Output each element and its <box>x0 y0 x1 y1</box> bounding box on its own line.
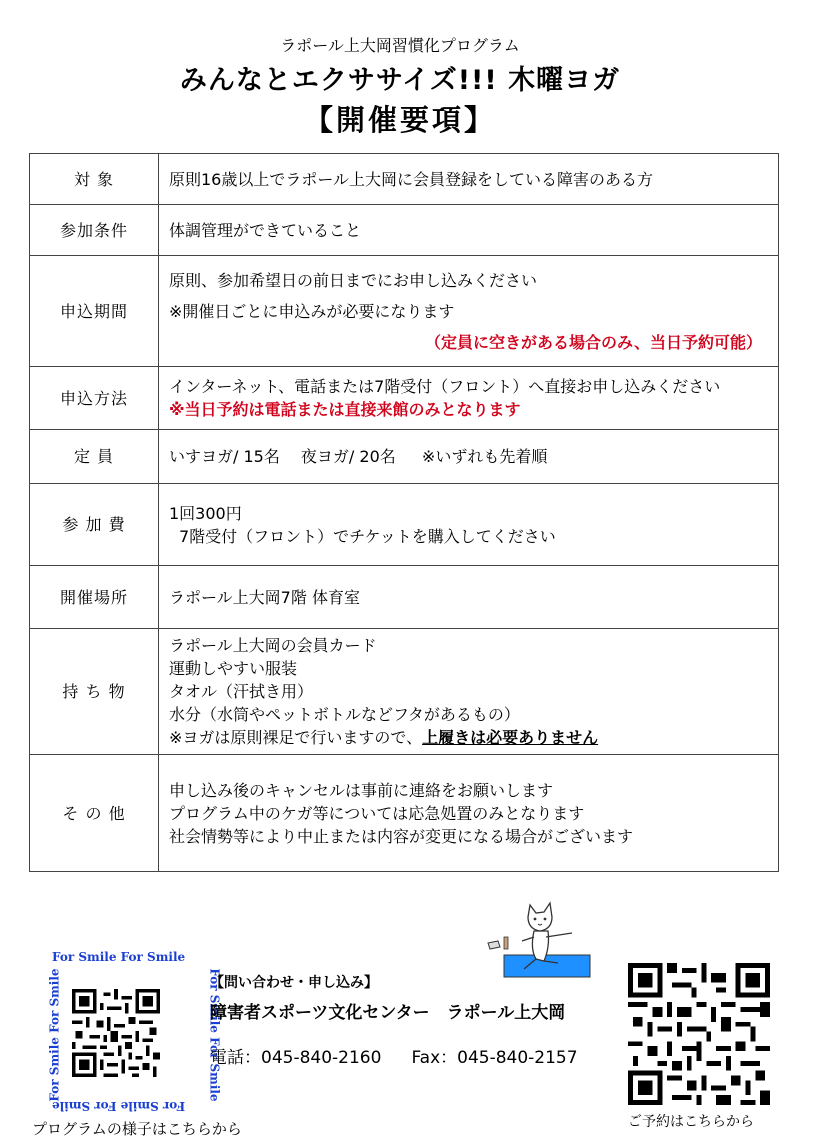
table-row <box>30 154 779 205</box>
table-row <box>30 566 779 629</box>
for-smile-text-top: For Smile For Smile <box>52 950 186 964</box>
row-label-fee: 参 加 費 <box>30 484 159 566</box>
method-line-2: ※当日予約は電話または直接来館のみとなります <box>169 400 521 419</box>
program-qr-caption: プログラムの様子はこちらから <box>32 1120 242 1138</box>
other-line-2: プログラム中のケガ等については応急処置のみとなります <box>169 803 585 823</box>
reservation-qr-caption: ご予約はこちらから <box>628 1114 754 1130</box>
contact-label: 【問い合わせ・申し込み】 <box>210 975 378 991</box>
items-line-3: タオル（汗拭き用） <box>169 682 314 701</box>
table-row <box>30 755 779 872</box>
row-label-period: 申込期間 <box>30 256 159 367</box>
other-line-3: 社会情勢等により中止または内容が変更になる場合がございます <box>169 826 634 846</box>
program-subtitle: ラポール上大岡習慣化プログラム <box>280 36 520 55</box>
table-row <box>30 205 779 256</box>
cat-yoga-mascot-icon <box>484 897 594 979</box>
row-value-method <box>159 367 779 430</box>
fax-number: Fax：045-840-2157 <box>411 1048 578 1068</box>
period-note: （定員に空きがある場合のみ、当日予約可能） <box>425 332 762 352</box>
row-label-method: 申込方法 <box>30 367 159 430</box>
row-label-items: 持 ち 物 <box>30 629 159 755</box>
row-label-capacity: 定 員 <box>30 430 159 484</box>
items-line-5-emphasis: 上履きは必要ありません <box>422 728 599 747</box>
program-qr-block <box>30 943 222 1113</box>
facility-name: 障害者スポーツ文化センター ラポール上大岡 <box>210 1003 566 1023</box>
method-line-1: インターネット、電話または7階受付（フロント）へ直接お申し込みください <box>169 377 721 396</box>
for-smile-text-right: For Smile For Smile <box>207 968 222 1102</box>
table-row <box>30 367 779 430</box>
row-label-target: 対 象 <box>30 154 159 205</box>
for-smile-text-bottom: For Smile For Smile <box>52 1099 186 1113</box>
row-label-conditions: 参加条件 <box>30 205 159 256</box>
row-value-conditions: 体調管理ができていること <box>159 205 779 256</box>
fee-line-2: 7階受付（フロント）でチケットを購入してください <box>179 526 556 546</box>
items-line-5 <box>169 726 768 749</box>
phone-number: 電話：045-840-2160 <box>210 1048 382 1068</box>
fee-line-1: 1回300円 <box>169 503 242 523</box>
reservation-qr-code-icon[interactable] <box>628 963 770 1105</box>
page-title: みんなとエクササイズ!!! 木曜ヨガ <box>179 65 621 96</box>
program-qr-code-icon[interactable] <box>72 989 160 1077</box>
row-value-items <box>159 629 779 755</box>
period-line-2: ※開催日ごとに申込みが必要になります <box>169 301 455 321</box>
row-value-other <box>159 755 779 872</box>
items-line-2: 運動しやすい服装 <box>169 659 298 678</box>
table-row <box>30 430 779 484</box>
row-value-fee <box>159 484 779 566</box>
row-label-venue: 開催場所 <box>30 566 159 629</box>
row-value-capacity: いすヨガ/ 15名 夜ヨガ/ 20名 ※いずれも先着順 <box>159 430 779 484</box>
items-line-4: 水分（水筒やペットボトルなどフタがあるもの） <box>169 705 520 724</box>
for-smile-text-left: For Smile For Smile <box>47 968 62 1102</box>
section-heading: 【開催要項】 <box>303 103 496 137</box>
row-value-venue: ラポール上大岡7階 体育室 <box>159 566 779 629</box>
row-value-target: 原則16歳以上でラポール上大岡に会員登録をしている障害のある方 <box>159 154 779 205</box>
row-label-other: そ の 他 <box>30 755 159 872</box>
details-table <box>29 153 779 872</box>
row-value-period <box>159 256 779 367</box>
other-line-1: 申し込み後のキャンセルは事前に連絡をお願いします <box>169 780 554 800</box>
table-row <box>30 256 779 367</box>
table-row <box>30 484 779 566</box>
items-line-5-prefix: ※ヨガは原則裸足で行いますので、 <box>169 728 423 747</box>
period-line-1: 原則、参加希望日の前日までにお申し込みください <box>169 270 538 290</box>
contact-numbers <box>210 1043 614 1068</box>
table-row <box>30 629 779 755</box>
items-line-1: ラポール上大岡の会員カード <box>169 636 377 655</box>
